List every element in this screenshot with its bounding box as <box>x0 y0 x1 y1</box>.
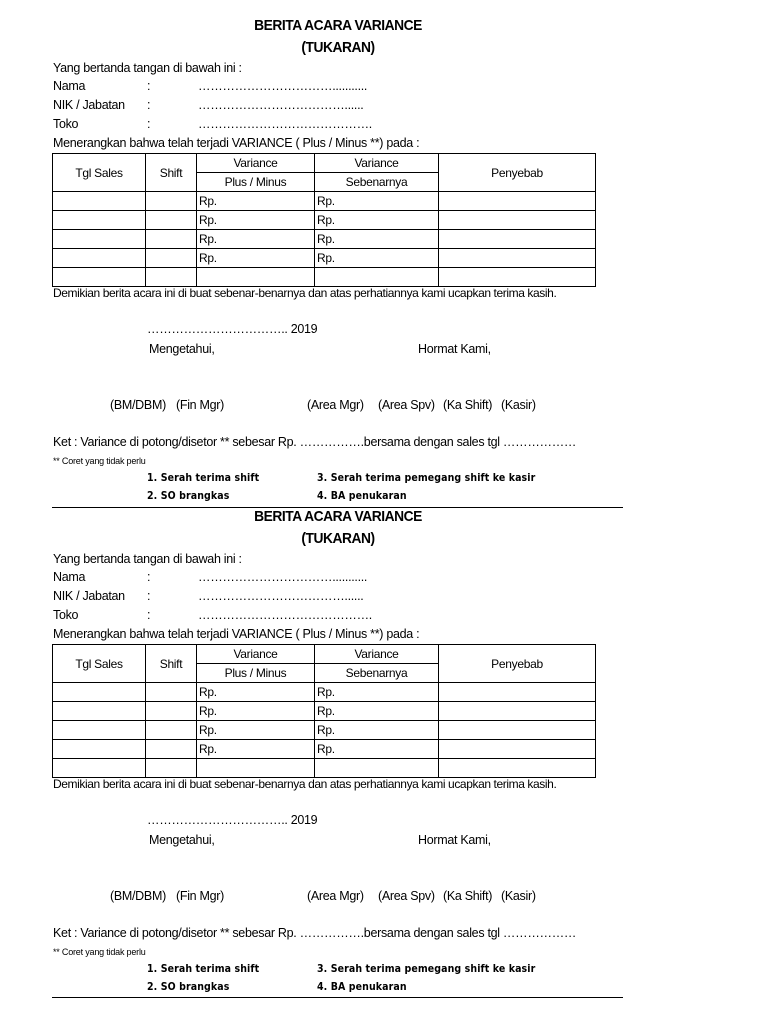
table-row <box>53 721 596 740</box>
table-row <box>53 268 596 287</box>
mengetahui-label: Mengetahui, <box>149 833 215 847</box>
header-tgl-sales: Tgl Sales <box>53 154 146 192</box>
cell-shift[interactable] <box>146 683 197 702</box>
cell-sebenarnya[interactable]: Rp. <box>315 249 439 268</box>
signatory-kasir: (Kasir) <box>501 398 536 412</box>
cell-plus-minus[interactable]: Rp. <box>197 740 315 759</box>
cell-penyebab[interactable] <box>439 683 596 702</box>
cell-plus-minus[interactable]: Rp. <box>197 192 315 211</box>
signatory-area-mgr: (Area Mgr) <box>307 398 364 412</box>
field-nik-jabatan-colon: : <box>147 589 151 603</box>
hormat-kami-label: Hormat Kami, <box>418 342 491 356</box>
document-title: BERITA ACARA VARIANCE <box>254 17 422 34</box>
cell-shift[interactable] <box>146 249 197 268</box>
field-nama-label: Nama <box>53 570 86 584</box>
field-toko-colon: : <box>147 608 151 622</box>
cell-penyebab[interactable] <box>439 230 596 249</box>
subheader-plus-minus: Plus / Minus <box>197 664 315 683</box>
field-nik-jabatan-label: NIK / Jabatan <box>53 98 125 112</box>
field-nama-label: Nama <box>53 79 86 93</box>
field-nik-jabatan-label: NIK / Jabatan <box>53 589 125 603</box>
signatory-area-spv: (Area Spv) <box>378 889 435 903</box>
table-row <box>53 702 596 721</box>
signatory-fin-mgr: (Fin Mgr) <box>176 889 224 903</box>
cell-shift[interactable] <box>146 740 197 759</box>
header-shift: Shift <box>146 154 197 192</box>
cell-sebenarnya[interactable]: Rp. <box>315 211 439 230</box>
option-ba-penukaran: 4. BA penukaran <box>317 981 407 993</box>
option-serah-terima-pemegang-shift: 3. Serah terima pemegang shift ke kasir <box>317 963 536 975</box>
cell-penyebab[interactable] <box>439 740 596 759</box>
mengetahui-label: Mengetahui, <box>149 342 215 356</box>
field-nik-jabatan-blank[interactable]: ………………………………...... <box>198 589 364 603</box>
cell-penyebab[interactable] <box>439 702 596 721</box>
signatory-ka-shift: (Ka Shift) <box>443 398 493 412</box>
field-nama-blank[interactable]: ……………………………........... <box>198 570 368 584</box>
cell-tgl-sales[interactable] <box>53 230 146 249</box>
intro-text: Yang bertanda tangan di bawah ini : <box>53 552 242 566</box>
signatory-area-spv: (Area Spv) <box>378 398 435 412</box>
cell-plus-minus[interactable] <box>197 268 315 287</box>
cell-plus-minus[interactable]: Rp. <box>197 211 315 230</box>
cell-plus-minus[interactable]: Rp. <box>197 249 315 268</box>
field-nama-colon: : <box>147 79 151 93</box>
option-so-brangkas: 2. SO brangkas <box>147 981 230 993</box>
berita-acara-form-2 <box>0 505 768 996</box>
option-serah-terima-shift: 1. Serah terima shift <box>147 963 260 975</box>
field-nama-colon: : <box>147 570 151 584</box>
table-row <box>53 759 596 778</box>
table-row <box>53 249 596 268</box>
variance-table <box>52 644 596 778</box>
field-nik-jabatan-colon: : <box>147 98 151 112</box>
table-row <box>53 740 596 759</box>
statement-text: Menerangkan bahwa telah terjadi VARIANCE ( Plus / Minus **) pada : <box>53 136 420 150</box>
cell-shift[interactable] <box>146 759 197 778</box>
cell-sebenarnya[interactable]: Rp. <box>315 721 439 740</box>
cell-sebenarnya[interactable]: Rp. <box>315 192 439 211</box>
option-serah-terima-pemegang-shift: 3. Serah terima pemegang shift ke kasir <box>317 472 536 484</box>
cell-tgl-sales[interactable] <box>53 721 146 740</box>
cell-shift[interactable] <box>146 721 197 740</box>
intro-text: Yang bertanda tangan di bawah ini : <box>53 61 242 75</box>
field-toko-label: Toko <box>53 117 79 131</box>
header-tgl-sales: Tgl Sales <box>53 645 146 683</box>
cell-tgl-sales[interactable] <box>53 211 146 230</box>
ket-line: Ket : Variance di potong/disetor ** sebesar Rp. …………….bersama dengan sales tgl ……………… <box>53 435 577 449</box>
signatory-area-mgr: (Area Mgr) <box>307 889 364 903</box>
statement-text: Menerangkan bahwa telah terjadi VARIANCE ( Plus / Minus **) pada : <box>53 627 420 641</box>
closing-text: Demikian berita acara ini di buat sebenar-benarnya dan atas perhatiannya kami ucapkan terima kasih. <box>53 286 557 300</box>
table-row <box>53 192 596 211</box>
cell-shift[interactable] <box>146 211 197 230</box>
field-nik-jabatan-blank[interactable]: ………………………………...... <box>198 98 364 112</box>
variance-table <box>52 153 596 287</box>
signatory-kasir: (Kasir) <box>501 889 536 903</box>
table-row <box>53 211 596 230</box>
cell-penyebab[interactable] <box>439 268 596 287</box>
signatory-ka-shift: (Ka Shift) <box>443 889 493 903</box>
header-variance-sebenarnya: Variance <box>315 154 439 173</box>
header-penyebab: Penyebab <box>439 645 596 683</box>
divider-line-bottom <box>52 997 623 998</box>
option-so-brangkas: 2. SO brangkas <box>147 490 230 502</box>
coret-note: ** Coret yang tidak perlu <box>53 456 146 466</box>
field-toko-label: Toko <box>53 608 79 622</box>
signatory-bm-dbm: (BM/DBM) <box>110 398 166 412</box>
date-line[interactable]: …………………………….. 2019 <box>147 813 318 827</box>
cell-penyebab[interactable] <box>439 721 596 740</box>
cell-plus-minus[interactable]: Rp. <box>197 683 315 702</box>
subheader-plus-minus: Plus / Minus <box>197 173 315 192</box>
hormat-kami-label: Hormat Kami, <box>418 833 491 847</box>
document-title: BERITA ACARA VARIANCE <box>254 508 422 525</box>
cell-sebenarnya[interactable]: Rp. <box>315 683 439 702</box>
berita-acara-form-1 <box>0 14 768 505</box>
cell-sebenarnya[interactable]: Rp. <box>315 702 439 721</box>
closing-text: Demikian berita acara ini di buat sebenar-benarnya dan atas perhatiannya kami ucapkan terima kasih. <box>53 777 557 791</box>
option-ba-penukaran: 4. BA penukaran <box>317 490 407 502</box>
cell-penyebab[interactable] <box>439 211 596 230</box>
header-penyebab: Penyebab <box>439 154 596 192</box>
field-nama-blank[interactable]: ……………………………........... <box>198 79 368 93</box>
field-toko-colon: : <box>147 117 151 131</box>
cell-plus-minus[interactable]: Rp. <box>197 702 315 721</box>
cell-plus-minus[interactable]: Rp. <box>197 230 315 249</box>
cell-shift[interactable] <box>146 702 197 721</box>
field-toko-blank[interactable]: ……………………………………. <box>198 608 372 622</box>
ket-line: Ket : Variance di potong/disetor ** sebesar Rp. …………….bersama dengan sales tgl ……………… <box>53 926 577 940</box>
cell-tgl-sales[interactable] <box>53 268 146 287</box>
cell-tgl-sales[interactable] <box>53 683 146 702</box>
cell-shift[interactable] <box>146 230 197 249</box>
document-subtitle: (TUKARAN) <box>301 39 375 56</box>
table-row <box>53 683 596 702</box>
cell-shift[interactable] <box>146 268 197 287</box>
signatory-fin-mgr: (Fin Mgr) <box>176 398 224 412</box>
cell-tgl-sales[interactable] <box>53 702 146 721</box>
cell-sebenarnya[interactable] <box>315 759 439 778</box>
field-toko-blank[interactable]: ……………………………………. <box>198 117 372 131</box>
cell-sebenarnya[interactable]: Rp. <box>315 230 439 249</box>
header-variance-plus-minus: Variance <box>197 154 315 173</box>
header-shift: Shift <box>146 645 197 683</box>
signatory-bm-dbm: (BM/DBM) <box>110 889 166 903</box>
cell-shift[interactable] <box>146 192 197 211</box>
subheader-sebenarnya: Sebenarnya <box>315 664 439 683</box>
option-serah-terima-shift: 1. Serah terima shift <box>147 472 260 484</box>
cell-penyebab[interactable] <box>439 192 596 211</box>
header-variance-plus-minus: Variance <box>197 645 315 664</box>
cell-sebenarnya[interactable] <box>315 268 439 287</box>
cell-tgl-sales[interactable] <box>53 249 146 268</box>
coret-note: ** Coret yang tidak perlu <box>53 947 146 957</box>
subheader-sebenarnya: Sebenarnya <box>315 173 439 192</box>
cell-tgl-sales[interactable] <box>53 759 146 778</box>
table-row <box>53 230 596 249</box>
document-subtitle: (TUKARAN) <box>301 530 375 547</box>
cell-sebenarnya[interactable]: Rp. <box>315 740 439 759</box>
header-variance-sebenarnya: Variance <box>315 645 439 664</box>
cell-tgl-sales[interactable] <box>53 740 146 759</box>
cell-penyebab[interactable] <box>439 249 596 268</box>
cell-penyebab[interactable] <box>439 759 596 778</box>
date-line[interactable]: …………………………….. 2019 <box>147 322 318 336</box>
cell-tgl-sales[interactable] <box>53 192 146 211</box>
cell-plus-minus[interactable] <box>197 759 315 778</box>
cell-plus-minus[interactable]: Rp. <box>197 721 315 740</box>
